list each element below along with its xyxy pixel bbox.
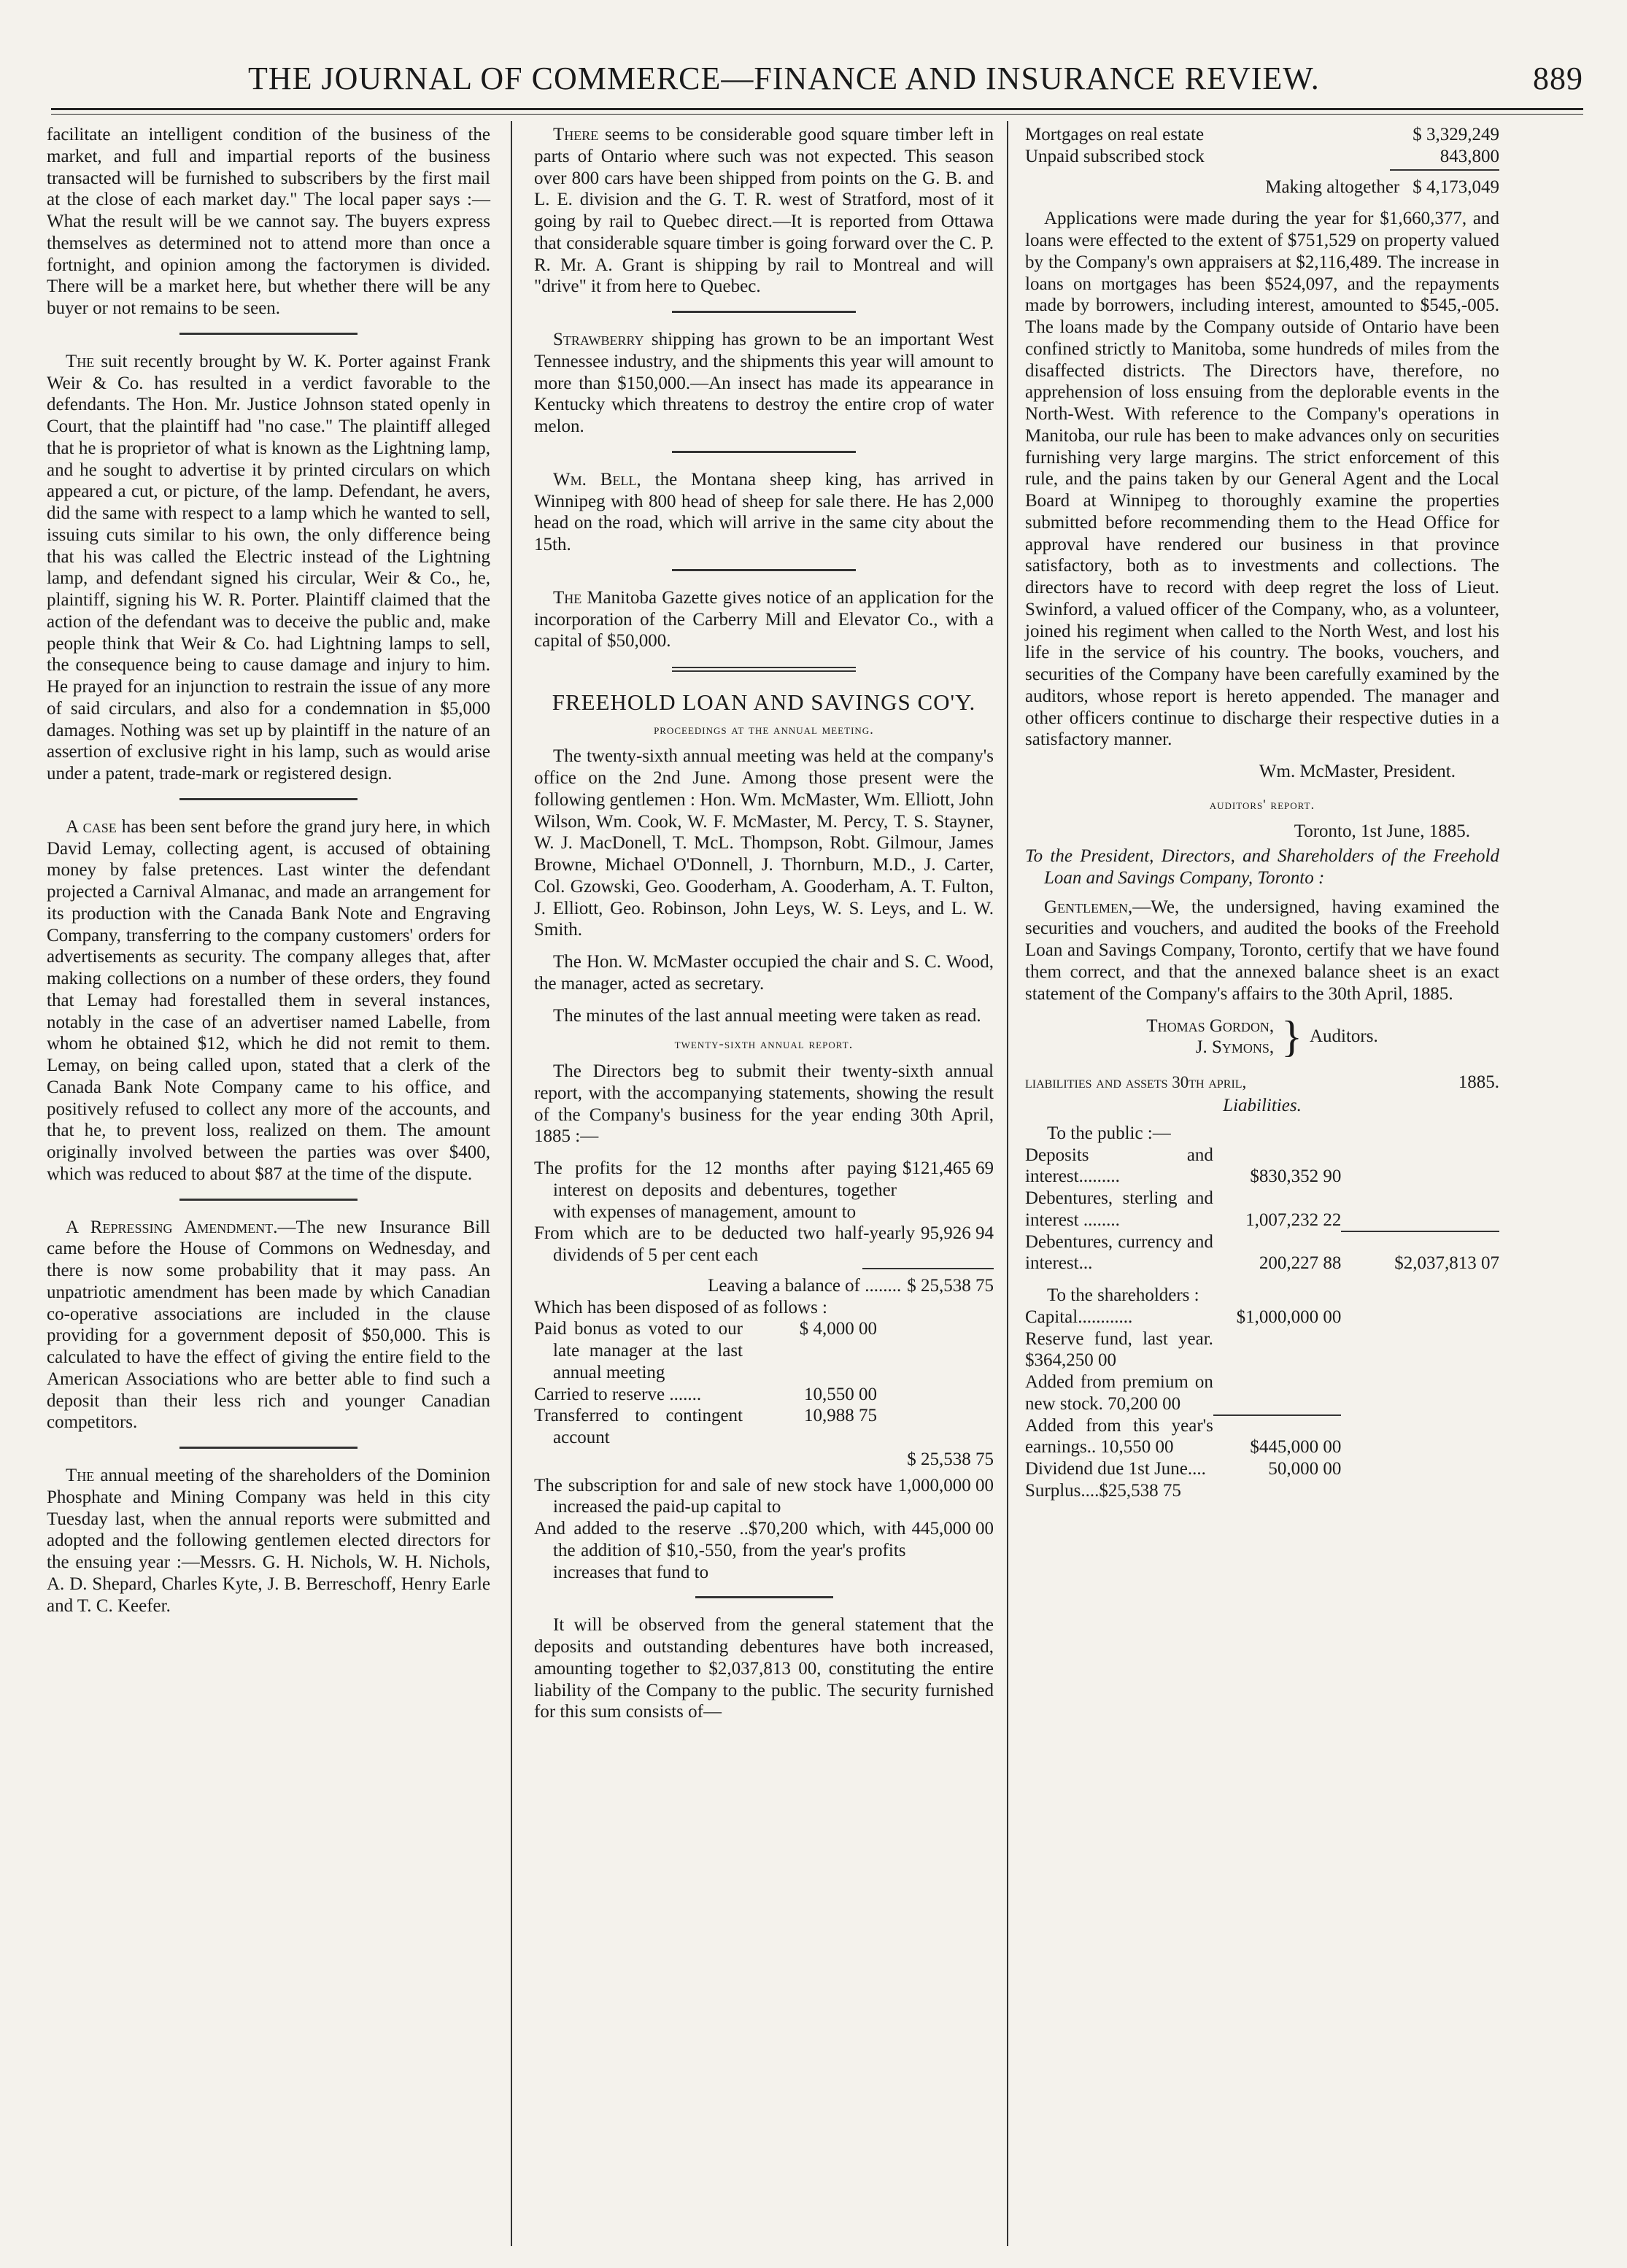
mortgages-amount: $ 3,329,249 xyxy=(1412,125,1499,144)
bonus-amount: $ 4,000 00 xyxy=(799,1319,877,1339)
article-separator xyxy=(695,1596,833,1598)
debentures-currency-amount: 200,227 88 xyxy=(1259,1253,1342,1274)
capital-label: The subscription for and sale of new stock have increased the paid-up capital to xyxy=(534,1475,892,1517)
auditors-address: To the President, Directors, and Shareholders of the Freehold Loan and Savings Company, Toronto : xyxy=(1025,846,1499,888)
article-separator xyxy=(672,569,856,571)
lead-word: The xyxy=(66,1466,95,1485)
article-text: Manitoba Gazette gives notice of an application for the incorporation of the Carberry Mill and Elevator Co., with a capital of $50,000. xyxy=(534,587,994,651)
lead-word: Gentlemen, xyxy=(1044,897,1133,917)
altogether-label: Making altogether xyxy=(1265,177,1400,197)
surplus-text: Surplus.... xyxy=(1025,1480,1100,1501)
article-strawberry xyxy=(534,329,994,438)
lead-word: A case xyxy=(66,816,117,837)
capital-amount: 1,000,000 00 xyxy=(897,1475,994,1495)
article-text: —The new Insurance Bill came before the House of Commons on Wednesday, and there is now some probability that it may pass. An unpatriotic amendment has been made by which Canadian co-operative associations are included in the clause providing for a government deposit of $50,000. This is calculated to have the effect of giving the entire field to the American Associations who are better able to find such a deposit than their less rich and younger Canadian competitors. xyxy=(47,1217,490,1433)
article-text: suit recently brought by W. K. Porter against Frank Weir & Co. has resulted in a verdict favorable to the defendants. The Hon. Mr. Justice Johnson stated openly in Court, that the plaintiff had "no case." The plaintiff alleged that he is proprietor of what is known as the Lightning lamp, and he sought to advertise it by printed circulars on which appeared a cut, or picture, of the lamp. Defendant, he avers, did the same with respect to a lamp which he wanted to sell, issuing cuts similar to his own, the only difference being that his was called the Electric instead of the Lightning lamp, and defendant signed his circular, Weir & Co., he, plaintiff, signing his W. R. Porter. Plaintiff claimed that the action of the defendant was to deceive the public and, make people think that Weir & Co. had Lightning lamps to sell, the consequence being to cause damage and injury to him. He prayed for an injunction to restrain the issue of any more of said circulars, and also for a condemnation in $5,000 damages. Nothing was set up by plaintiff in the nature of an assertion of exclusive right in his lamp, such as would arise under a patent, trade-mark or registered design. xyxy=(47,351,490,783)
capital-amount: $1,000,000 00 xyxy=(1236,1307,1342,1327)
disposed-total: $ 25,538 75 xyxy=(907,1449,994,1469)
auditors-body xyxy=(1025,897,1499,1005)
mortgages-label: Mortgages on real estate xyxy=(1025,125,1205,144)
brace-glyph: } xyxy=(1281,1013,1302,1061)
report-intro: The Directors beg to submit their twenty-sixth annual report, with the accompanying statements, showing the result of the Company's business for the year ending 30th April, 1885 :— xyxy=(534,1061,994,1147)
unpaid-label: Unpaid subscribed stock xyxy=(1025,146,1205,166)
profit-row xyxy=(534,1158,994,1223)
table-row xyxy=(1025,1231,1499,1275)
article-text: the Montana sheep king, has arrived in Winnipeg with 800 head of sheep for sale there. He has 2,000 head on the road, which will arrive in the same city about the 15th. xyxy=(534,469,994,554)
reserve-fund-amount: $364,250 00 xyxy=(1025,1350,1116,1371)
freehold-heading: FREEHOLD LOAN AND SAVINGS CO'Y. xyxy=(552,689,976,715)
article-manitoba-gazette xyxy=(534,587,994,652)
auditor-name: Thomas Gordon, xyxy=(1146,1015,1275,1036)
added-earnings-label xyxy=(1025,1415,1213,1459)
public-total: $2,037,813 07 xyxy=(1341,1231,1499,1275)
balance-sheet-year: 1885. xyxy=(1458,1072,1499,1093)
added-premium-amount: 70,200 00 xyxy=(1108,1393,1181,1414)
balance-row xyxy=(534,1275,994,1297)
header-rule xyxy=(51,108,1583,110)
article-repressing-amendment xyxy=(47,1217,490,1434)
article-market-conclusion: facilitate an intelligent condition of the business of the market, and full and impartial reports of the business transacted will be furnished to subscribers by the first mail at the close of each market day." The local paper says :—What the result will be we cannot say. The buyers express themselves as determined not to attend more than once a fortnight, and opinion among the factorymen is divided. There will be a market here, but whether there will be any buyer or not remains to be seen. xyxy=(47,125,490,318)
balance-sheet-title: liabilities and assets 30th april, xyxy=(1025,1073,1247,1092)
article-text: seems to be considerable good square timber left in parts of Ontario where such was not expected. This season over 800 cars have been shipped from points on the G. B. and L. E. division and the G. T. R. west of Stratford, most of it going by rail to Quebec direct.—It is reported from Ottawa that considerable square timber is going forward over the C. P. R. Mr. A. Grant is shipping by rail to Montreal and will "drive" it from here to Quebec. xyxy=(534,125,994,297)
article-text: —We, the undersigned, having examined the securities and vouchers, and audited the books of the Freehold Loan and Savings Company, Toronto, certify that we have found them correct, and that the annexed balance sheet is an exact statement of the Company's affairs to the 30th April, 1885. xyxy=(1025,897,1499,1004)
page-number: 889 xyxy=(1533,61,1583,96)
directors-report-body: Applications were made during the year for $1,660,377, and loans were effected to the extent of $751,529 on property valued by the Company's own appraisers at $2,116,489. The increase in loans on mortgages has been $524,097, and the repayments made by borrowers, including interest, amounted to $545,-005. The loans made by the Company outside of Ontario have been confined strictly to Manitoba, some hundreds of miles from the disaffected districts. The Directors have, therefore, no apprehension of loss ensuing from the deplorable events in the North-West. With reference to the Company's operations in Manitoba, our rule has been to make advances only on securities furnishing very large margins. The strict enforcement of this rule, and the pains taken by our General Agent and the Local Board at Winnipeg to thoroughly examine the properties submitted before recommending them to the Head Office for approval have rendered our business in that province satisfactory, both as to investments and collections. The directors have to record with deep regret the loss of Lieut. Swinford, a valued officer of the Company, who, as a volunteer, joined his regiment when called to the North West, and lost his life in the service of his country. The books, vouchers, and securities of the Company have been carefully examined by the auditors, whose report is hereto appended. The manager and other officers continue to discharge their respective duties in a satisfactory manner. xyxy=(1025,209,1499,750)
reserve-label: Carried to reserve ....... xyxy=(534,1384,702,1404)
article-dominion-phosphate xyxy=(47,1465,490,1617)
profit-amount: $121,465 69 xyxy=(903,1158,994,1179)
table-row xyxy=(1025,1188,1499,1231)
balance-label: Leaving a balance of ........ xyxy=(708,1275,902,1296)
bonus-label: Paid bonus as voted to our late manager at the last annual meeting xyxy=(534,1319,743,1382)
page-header xyxy=(51,57,1583,101)
auditors-signature xyxy=(1025,1013,1499,1061)
dividend-due-label: Dividend due 1st June.... xyxy=(1025,1459,1206,1479)
auditors-label: Auditors. xyxy=(1309,1026,1378,1047)
balance-amount: $ 25,538 75 xyxy=(907,1275,994,1296)
lead-word: There xyxy=(553,125,599,144)
unpaid-amount: 843,800 xyxy=(1439,146,1499,166)
contingent-row xyxy=(534,1405,994,1449)
reserve-add-label: And added to the reserve ..$70,200 which, with the addition of $10,-550, from the year's profits increases that fund to xyxy=(534,1519,906,1582)
article-square-timber xyxy=(534,124,994,298)
bonus-row xyxy=(534,1318,994,1383)
column-middle xyxy=(534,124,994,2239)
added-earnings-text: Added from this year's earnings.. xyxy=(1025,1415,1213,1458)
liabilities-heading: Liabilities. xyxy=(1223,1096,1302,1116)
debentures-currency-label: Debentures, currency and interest... xyxy=(1025,1231,1213,1274)
article-sheep-king xyxy=(534,469,994,556)
disposed-label: Which has been disposed of as follows : xyxy=(534,1297,828,1317)
profit-label: The profits for the 12 months after paying interest on deposits and debentures, together with expenses of management, amount to xyxy=(534,1158,897,1222)
meeting-chair: The Hon. W. McMaster occupied the chair and S. C. Wood, the manager, acted as secretary. xyxy=(534,952,994,994)
disposed-total-row xyxy=(534,1449,994,1471)
lead-word: The xyxy=(553,587,582,608)
to-public-label: To the public :— xyxy=(1047,1123,1171,1143)
table-row xyxy=(1025,1480,1499,1502)
to-shareholders-label: To the shareholders : xyxy=(1047,1285,1199,1306)
dividend-row xyxy=(534,1223,994,1266)
article-text: shipping has grown to be an important West Tennessee industry, and the shipments this year will amount to more than $150,000.—An insect has made its appearance in Kentucky which threatens to destroy the entire crop of water melon. xyxy=(534,330,994,436)
article-separator xyxy=(179,333,357,335)
header-rule-thin xyxy=(51,114,1583,115)
general-statement: It will be observed from the general statement that the deposits and outstanding debentures have both increased, amounting together to $2,037,813 00, constituting the entire liability of the Company to the public. The security furnished for this sum consists of— xyxy=(534,1615,994,1722)
debentures-sterling-label: Debentures, sterling and interest ........ xyxy=(1025,1188,1213,1230)
deposits-amount: $830,352 90 xyxy=(1250,1166,1342,1187)
article-text: annual meeting of the shareholders of the Dominion Phosphate and Mining Company was held in this city Tuesday last, when the annual reports were submitted and adopted and the following gentlemen elected directors for the ensuing year :—Messrs. G. H. Nichols, W. H. Nichols, A. D. Shepard, Charles Kyte, J. B. Berreschoff, Henry Earle and T. C. Keefer. xyxy=(47,1466,490,1616)
column-divider xyxy=(511,121,512,2246)
surplus-amount: $25,538 75 xyxy=(1099,1480,1181,1501)
president-signature: Wm. McMaster, President. xyxy=(1259,762,1456,781)
lead-word: A Repressing Amendment. xyxy=(66,1217,278,1237)
column-left xyxy=(47,124,490,2239)
article-separator xyxy=(179,1447,357,1449)
capital-row xyxy=(534,1475,994,1519)
reserve-add-amount: 445,000 00 xyxy=(911,1519,994,1539)
journal-title: THE JOURNAL OF COMMERCE—FINANCE AND INSURANCE REVIEW. xyxy=(248,61,1320,96)
table-row xyxy=(1025,1307,1499,1328)
column-right xyxy=(1025,124,1499,2239)
article-porter-suit xyxy=(47,351,490,785)
reserve-amount: 10,550 00 xyxy=(804,1384,877,1404)
auditors-subhead: auditors' report. xyxy=(1209,797,1315,813)
table-row xyxy=(1025,1145,1499,1188)
mortgages-row xyxy=(1025,124,1499,146)
capital-label: Capital............ xyxy=(1025,1307,1133,1327)
proceedings-subhead: proceedings at the annual meeting. xyxy=(654,721,874,738)
annual-report-subhead: twenty-sixth annual report. xyxy=(674,1037,854,1053)
column-divider xyxy=(1007,121,1008,2246)
lead-word: Wm. Bell, xyxy=(553,469,641,489)
added-premium-label xyxy=(1025,1371,1213,1415)
article-separator xyxy=(179,1199,357,1201)
shareholders-table xyxy=(1025,1307,1499,1502)
reserve-fund-text: Reserve fund, last year. xyxy=(1025,1328,1213,1349)
table-row xyxy=(1025,1458,1499,1480)
meeting-minutes: The minutes of the last annual meeting were taken as read. xyxy=(553,1005,981,1026)
auditor-name: J. Symons, xyxy=(1195,1037,1275,1058)
auditor-names xyxy=(1146,1015,1274,1059)
sum-rule xyxy=(1390,169,1499,171)
dividend-label: From which are to be deducted two half-yearly dividends of 5 per cent each xyxy=(534,1223,915,1266)
contingent-amount: 10,988 75 xyxy=(804,1406,877,1426)
added-earnings-amount: 10,550 00 xyxy=(1100,1437,1174,1458)
article-separator xyxy=(672,451,856,453)
altogether-amount: $ 4,173,049 xyxy=(1412,177,1499,197)
unpaid-row xyxy=(1025,146,1499,168)
meeting-attendees: The twenty-sixth annual meeting was held at the company's office on the 2nd June. Among those present were the following gentlemen : Hon. Wm. McMaster, Wm. Elliott, John Wilson, Wm. Cook, W. F. McMaster, M. Percy, T. S. Stayner, W. J. MacDonell, T. McL. Thompson, Robt. Gilmour, James Browne, Michael O'Donnell, J. Thornburn, M.D., J. Carter, Col. Gzowski, Geo. Gooderham, A. Gooderham, A. T. Fulton, J. Elliott, Geo. Robinson, John Leys, W. S. Leys, and L. W. Smith. xyxy=(534,746,994,940)
section-separator xyxy=(672,667,856,672)
contingent-label: Transferred to contingent account xyxy=(534,1406,743,1448)
auditors-date: Toronto, 1st June, 1885. xyxy=(1294,821,1470,842)
added-premium-text: Added from premium on new stock. xyxy=(1025,1372,1213,1414)
reserve-row xyxy=(534,1384,994,1406)
debentures-sterling-amount: 1,007,232 22 xyxy=(1245,1210,1342,1230)
altogether-row xyxy=(1025,177,1499,198)
sum-rule xyxy=(862,1268,994,1269)
reserve-total: $445,000 00 xyxy=(1213,1415,1341,1459)
liabilities-table xyxy=(1025,1145,1499,1275)
reserve-fund-label xyxy=(1025,1328,1213,1372)
article-separator xyxy=(179,798,357,800)
table-row xyxy=(1025,1328,1499,1372)
balance-sheet-heading xyxy=(1025,1072,1499,1094)
dividend-amount: 95,926 94 xyxy=(921,1223,994,1244)
article-separator xyxy=(672,311,856,313)
article-text: has been sent before the grand jury here, in which David Lemay, collecting agent, is accused of obtaining money by false pretences. Last winter the defendant projected a Carnival Almanac, and made an arrangement for its production with the Canada Bank Note and Engraving Company, transferring to the company customers' orders for advertisements as security. The company alleges that, after making collections on a number of these orders, they found that Lemay had forestalled them in several instances, notably in the case of an advertiser named Labelle, from whom he obtained $12, which he did not remit to them. Lemay, on being called upon, stated that a clerk of the Canada Bank Note Company came to his office, and positively refused to collect any more of the accounts, and that he, to prevent loss, realized on them. The amount originally involved between the parties was over $400, which was reduced to about $87 at the time of the dispute. xyxy=(47,816,490,1184)
lead-word: Strawberry xyxy=(553,330,644,349)
lead-word: The xyxy=(66,351,95,371)
surplus-label xyxy=(1025,1480,1213,1502)
table-row xyxy=(1025,1415,1499,1459)
deposits-label: Deposits and interest......... xyxy=(1025,1145,1213,1187)
article-lemay-case xyxy=(47,816,490,1185)
dividend-due-amount: 50,000 00 xyxy=(1268,1459,1342,1479)
reserve-add-row xyxy=(534,1518,994,1583)
table-row xyxy=(1025,1371,1499,1415)
